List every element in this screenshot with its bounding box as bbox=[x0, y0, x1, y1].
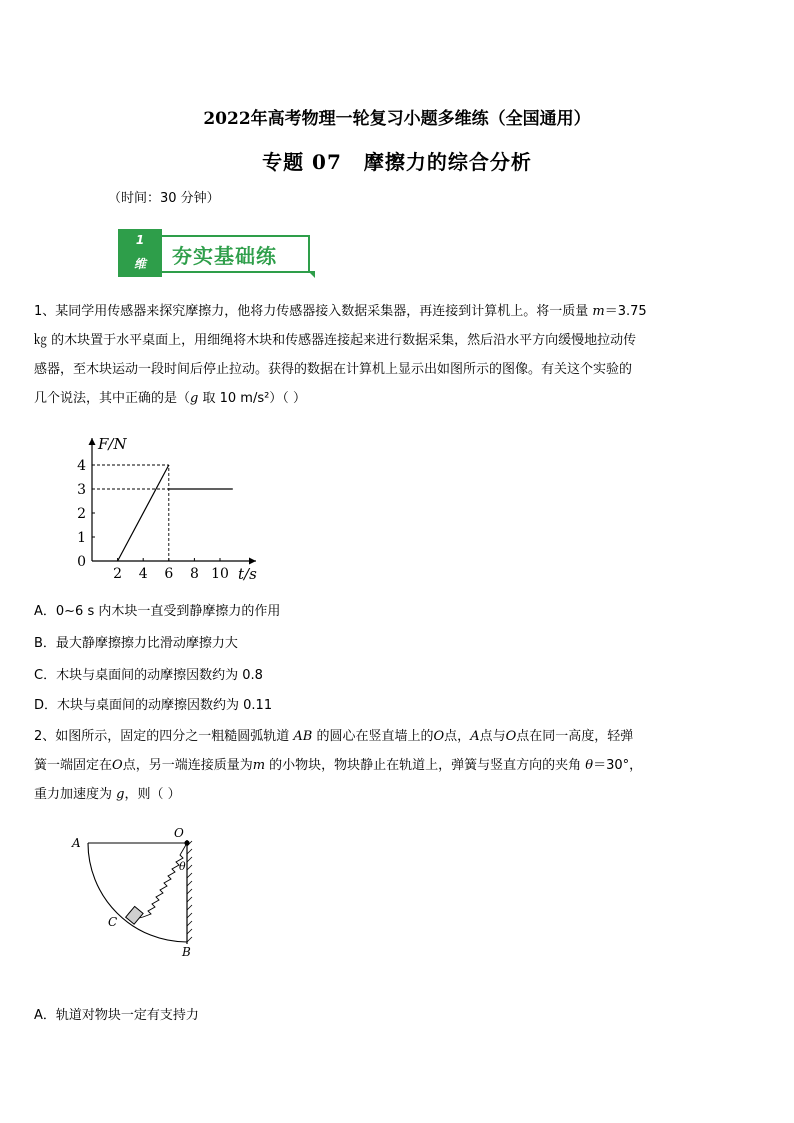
block-c bbox=[126, 906, 143, 924]
x-axis-label: t/s bbox=[238, 565, 257, 582]
q2-option-a: A．轨道对物块一定有支持力 bbox=[34, 1008, 199, 1023]
x-tick-label-2: 2 bbox=[113, 566, 123, 582]
wall-hatching bbox=[187, 841, 192, 942]
question-1-line-1: 1、某同学用传感器来探究摩擦力，他将力传感器接入数据采集器，再连接到计算机上。将一质量 m＝3.75 bbox=[34, 304, 647, 319]
question-1-text bbox=[34, 297, 724, 413]
section-badge bbox=[118, 229, 314, 279]
label-b: B bbox=[182, 945, 191, 959]
q1-option-d: D．木块与桌面间的动摩擦因数约为 0.11 bbox=[34, 698, 273, 713]
q1-option-a: A．0~6 s 内木块一直受到静摩擦力的作用 bbox=[34, 604, 281, 619]
label-a: A bbox=[72, 836, 81, 850]
q1-option-b: B．最大静摩擦擦力比滑动摩擦力大 bbox=[34, 636, 238, 651]
topic-number: 专题 07 bbox=[262, 150, 342, 174]
spring bbox=[139, 843, 187, 918]
x-tick-label-8: 8 bbox=[189, 566, 199, 582]
label-c: C bbox=[108, 915, 118, 929]
label-o: O bbox=[174, 826, 184, 840]
question-1-line-3: 感器，至木块运动一段时间后停止拉动。获得的数据在计算机上显示出如图所示的图像。有关这个实验的 bbox=[34, 362, 633, 377]
badge-label: 夯实基础练 bbox=[172, 244, 277, 268]
question-2-text bbox=[34, 722, 724, 809]
arc-track bbox=[88, 843, 187, 942]
series-0-segment-0 bbox=[118, 465, 169, 561]
topic-title bbox=[0, 146, 794, 175]
y-tick-label-1: 1 bbox=[77, 530, 86, 546]
y-tick-label-4: 4 bbox=[77, 458, 86, 474]
x-tick-label-6: 6 bbox=[164, 566, 174, 582]
label-theta: θ bbox=[179, 860, 186, 873]
arc-track-figure bbox=[66, 822, 206, 962]
question-2-line-2: 簧一端固定在O点，另一端连接质量为m 的小物块，物块静止在轨道上，弹簧与竖直方向的夹角 θ＝30°， bbox=[34, 758, 643, 773]
topic-name: 摩擦力的综合分析 bbox=[363, 150, 532, 174]
time-note: （时间：30 分钟） bbox=[108, 191, 220, 206]
question-1-line-4: 几个说法，其中正确的是（g 取 10 m/s²）（ ） bbox=[34, 391, 306, 406]
question-1-line-2: ㎏ 的木块置于水平桌面上，用细绳将木块和传感器连接起来进行数据采集，然后沿水平方向缓慢地拉动传 bbox=[34, 333, 637, 348]
question-2-line-3: 重力加速度为 g，则（ ） bbox=[34, 787, 181, 802]
page-title: 2022年高考物理一轮复习小题多维练（全国通用） bbox=[203, 109, 591, 129]
badge-level-dimension: 维 bbox=[133, 257, 146, 271]
badge-level bbox=[118, 229, 162, 277]
badge-label-box bbox=[162, 235, 310, 273]
badge-corner bbox=[308, 271, 315, 278]
y-tick-label-3: 3 bbox=[77, 482, 86, 498]
badge-level-number: 1 bbox=[135, 233, 145, 247]
x-tick-label-10: 10 bbox=[211, 566, 229, 582]
y-tick-label-0: 0 bbox=[77, 554, 86, 570]
question-2-line-1: 2、如图所示，固定的四分之一粗糙圆弧轨道 AB 的圆心在竖直墙上的O点，A点与O点在同一高度，轻弹 bbox=[34, 729, 634, 744]
q1-option-c: C．木块与桌面间的动摩擦因数约为 0.8 bbox=[34, 668, 263, 683]
force-time-chart bbox=[70, 432, 270, 582]
x-tick-label-4: 4 bbox=[138, 566, 148, 582]
y-tick-label-2: 2 bbox=[77, 506, 86, 522]
y-axis-label: F/N bbox=[98, 435, 127, 453]
